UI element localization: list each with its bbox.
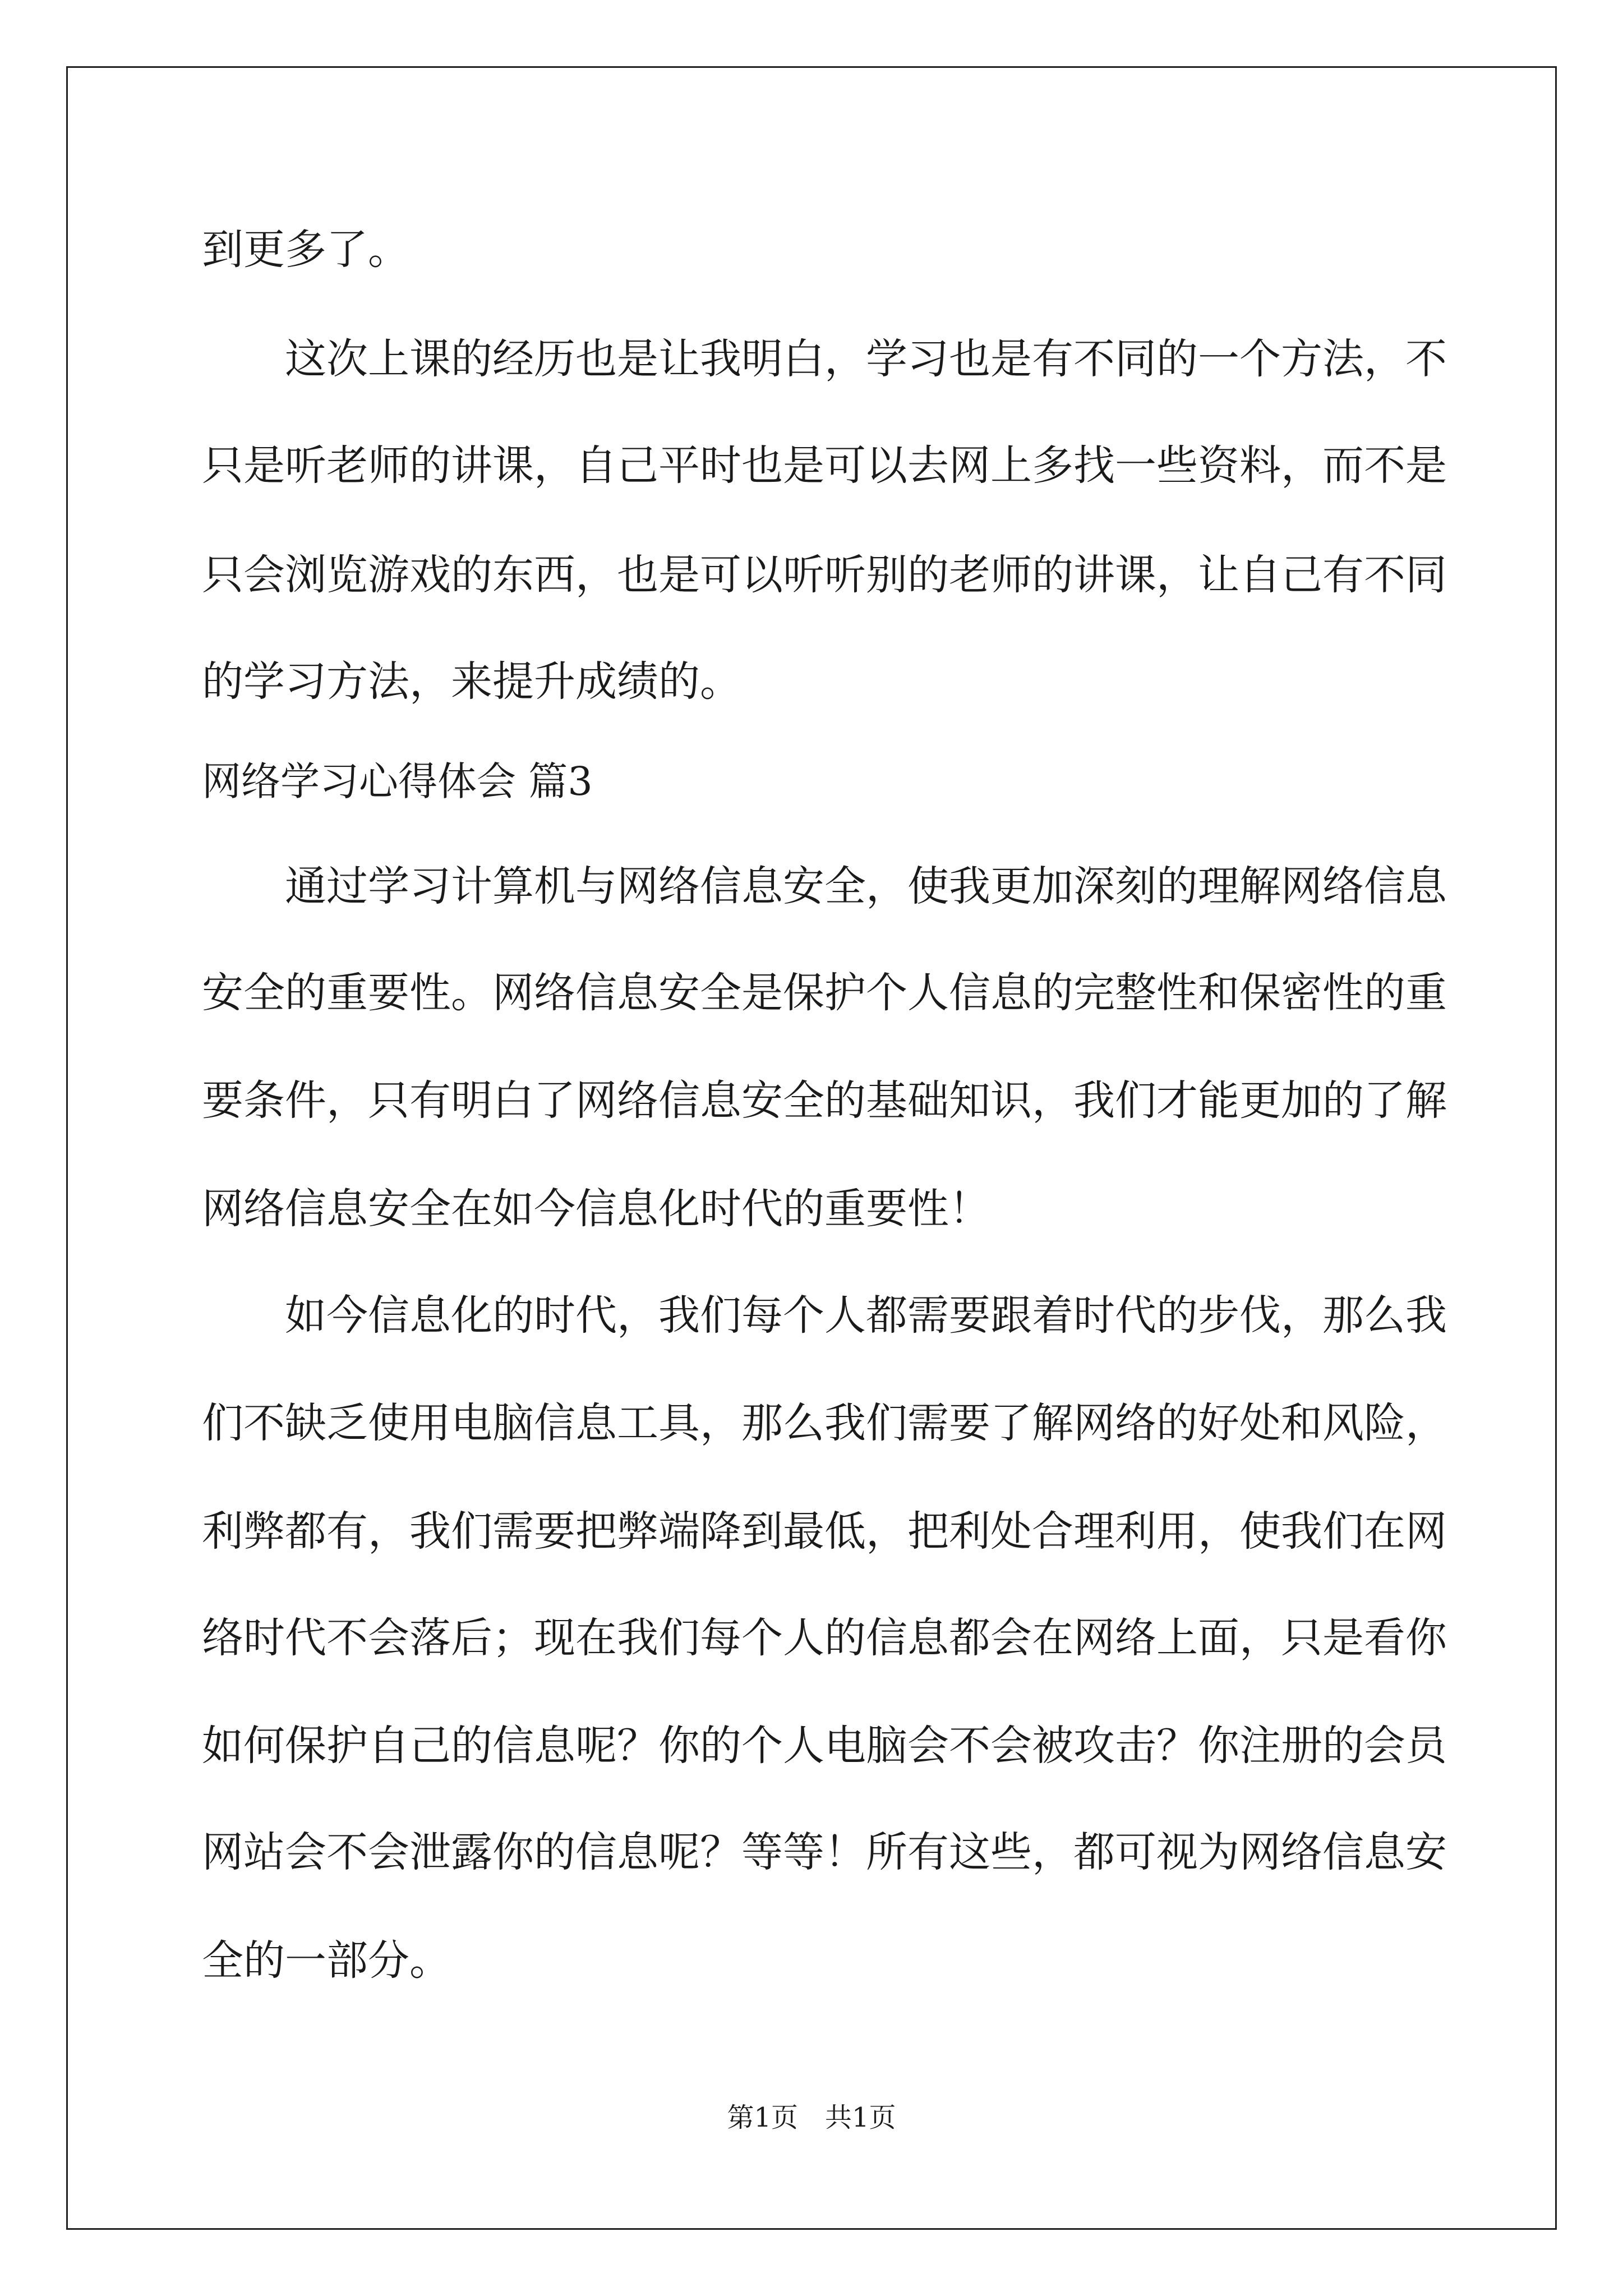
paragraph-line: 全的一部分。 [202, 1936, 451, 1985]
paragraph-line: 如何保护自己的信息呢？你的个人电脑会不会被攻击？你注册的会员 [202, 1722, 1447, 1770]
paragraph-line: 这次上课的经历也是让我明白，学习也是有不同的一个方法，不 [285, 335, 1447, 383]
paragraph-line: 网站会不会泄露你的信息呢？等等！所有这些，都可视为网络信息安 [202, 1828, 1447, 1876]
page-number: 第1页 共1页 [727, 2102, 896, 2133]
paragraph-line: 通过学习计算机与网络信息安全，使我更加深刻的理解网络信息 [285, 862, 1447, 910]
paragraph-line: 只会浏览游戏的东西，也是可以听听别的老师的讲课，让自己有不同 [202, 551, 1447, 599]
paragraph-line: 络时代不会落后；现在我们每个人的信息都会在网络上面，只是看你 [202, 1614, 1447, 1662]
paragraph-line: 的学习方法，来提升成绩的。 [202, 657, 741, 706]
paragraph-line: 到更多了。 [202, 226, 409, 274]
paragraph-line: 要条件，只有明白了网络信息安全的基础知识，我们才能更加的了解 [202, 1076, 1447, 1125]
paragraph-line: 如今信息化的时代，我们每个人都需要跟着时代的步伐，那么我 [285, 1291, 1447, 1340]
page-border [66, 66, 1557, 2230]
paragraph-line: 只是听老师的讲课，自己平时也是可以去网上多找一些资料，而不是 [202, 441, 1447, 490]
paragraph-line: 安全的重要性。网络信息安全是保护个人信息的完整性和保密性的重 [202, 969, 1447, 1017]
paragraph-line: 利弊都有，我们需要把弊端降到最低，把利处合理利用，使我们在网 [202, 1507, 1447, 1556]
paragraph-line: 们不缺乏使用电脑信息工具，那么我们需要了解网络的好处和风险， [202, 1399, 1447, 1447]
paragraph-line: 网络信息安全在如今信息化时代的重要性！ [202, 1185, 990, 1233]
section-heading: 网络学习心得体会 篇3 [202, 758, 593, 804]
